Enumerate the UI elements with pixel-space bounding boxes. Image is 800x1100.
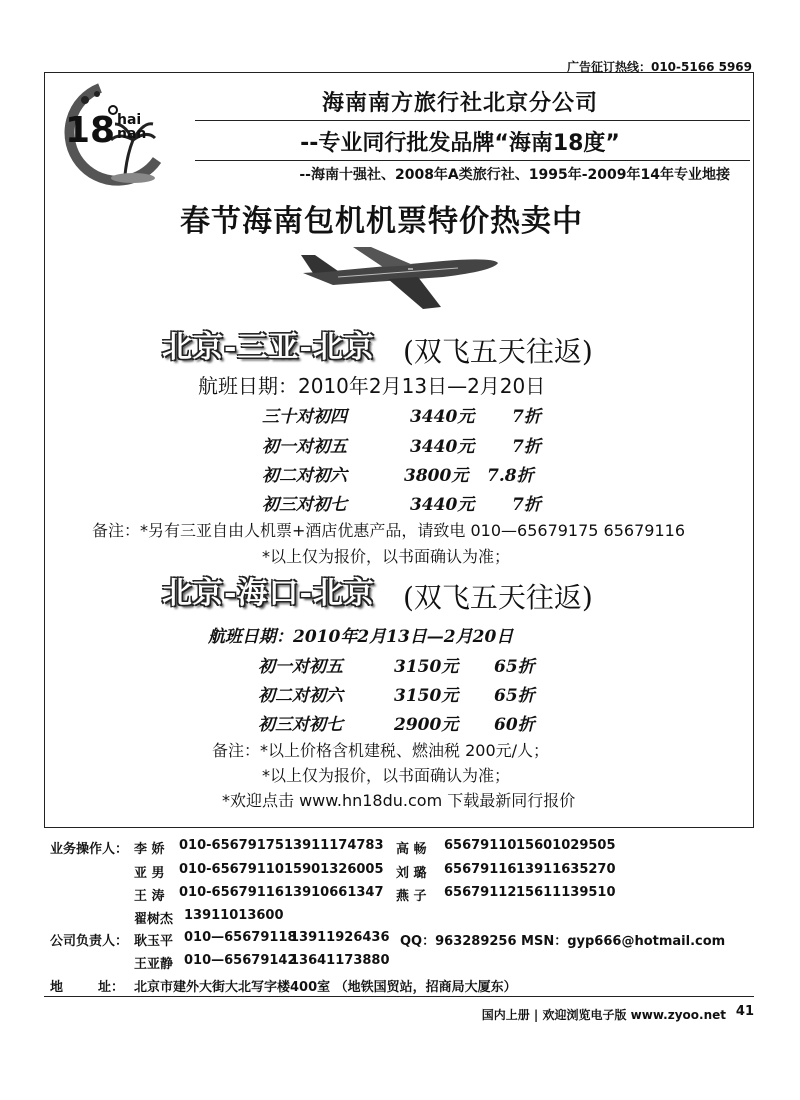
logo-text-1: hai bbox=[117, 112, 142, 128]
price-discount: 7折 bbox=[512, 437, 541, 457]
address: 北京市建外大街大北写字楼400室 （地铁国贸站，招商局大厦东） bbox=[134, 980, 517, 995]
contact-phone: 010-65679116 bbox=[179, 885, 284, 900]
contact-mobile: 13641173880 bbox=[290, 953, 390, 968]
contact-qq-msn: QQ：963289256 MSN：gyp666@hotmail.com bbox=[400, 934, 726, 949]
contact-phone: 010—65679142 bbox=[184, 953, 297, 968]
divider bbox=[195, 160, 750, 161]
flight-dates-sanya: 航班日期：2010年2月13日—2月20日 bbox=[198, 374, 546, 398]
price-value: 3800元 bbox=[404, 466, 469, 486]
contact-mobile: 13910661347 bbox=[284, 885, 384, 900]
price-days: 三十对初四 bbox=[262, 407, 347, 427]
contact-phone: 010-65679175 bbox=[179, 838, 284, 853]
price-value: 3150元 bbox=[394, 686, 459, 706]
contact-mobile: 15601029505 bbox=[516, 838, 616, 853]
page-number: 41 bbox=[735, 1004, 754, 1019]
note-sanya-2: *以上仅为报价，以书面确认为准； bbox=[262, 547, 511, 566]
contact-mobile: 15611139510 bbox=[516, 885, 616, 900]
price-value: 2900元 bbox=[394, 715, 459, 735]
contact-name: 高 畅 bbox=[396, 842, 427, 857]
price-value: 3440元 bbox=[410, 495, 475, 515]
contact-name: 王亚静 bbox=[134, 957, 174, 972]
price-days: 初三对初七 bbox=[262, 495, 347, 515]
price-days: 初二对初六 bbox=[262, 466, 347, 486]
contact-name: 燕 子 bbox=[396, 889, 427, 904]
contact-mobile: 13911635270 bbox=[516, 862, 616, 877]
managers-label: 公司负责人： bbox=[50, 934, 129, 949]
footer-text: 国内上册 | 欢迎浏览电子版 www.zyoo.net bbox=[481, 1008, 726, 1022]
price-value: 3440元 bbox=[410, 437, 475, 457]
price-discount: 7折 bbox=[512, 407, 541, 427]
flight-dates-haikou: 航班日期：2010年2月13日—2月20日 bbox=[208, 627, 514, 647]
credentials: --海南十强社、2008年A类旅行社、1995年-2009年14年专业地接 bbox=[299, 167, 730, 183]
contact-phone: 010—65679118 bbox=[184, 930, 297, 945]
price-days: 初三对初七 bbox=[258, 715, 343, 735]
note-haikou-2: *以上仅为报价，以书面确认为准； bbox=[262, 766, 511, 785]
contact-phone: 65679110 bbox=[444, 838, 517, 853]
palm-logo-icon bbox=[55, 80, 170, 190]
price-value: 3150元 bbox=[394, 657, 459, 677]
contact-phone: 65679112 bbox=[444, 885, 517, 900]
contact-mobile: 13911926436 bbox=[290, 930, 390, 945]
price-discount: 65折 bbox=[494, 657, 535, 677]
divider bbox=[195, 120, 750, 121]
note-haikou-1: 备注：*以上价格含机建税、燃油税 200元/人； bbox=[212, 741, 550, 760]
contact-mobile: 13911174783 bbox=[284, 838, 384, 853]
price-discount: 60折 bbox=[494, 715, 535, 735]
logo bbox=[55, 80, 170, 190]
ad-hotline: 广告征订热线：010-5166 5969 bbox=[566, 60, 752, 74]
address-label: 址： bbox=[98, 980, 125, 995]
route-sanya: 北京-三亚-北京 bbox=[162, 330, 375, 365]
logo-number: 18 bbox=[65, 110, 116, 151]
contact-name: 李 娇 bbox=[134, 842, 165, 857]
trip-type-sanya: (双飞五天往返) bbox=[403, 335, 593, 368]
headline: 春节海南包机机票特价热卖中 bbox=[180, 204, 583, 239]
contact-name: 刘 璐 bbox=[396, 866, 427, 881]
contact-name: 王 涛 bbox=[134, 889, 165, 904]
operators-label: 业务操作人： bbox=[50, 842, 129, 857]
address-label: 地 bbox=[50, 980, 64, 995]
contact-phone: 010-65679110 bbox=[179, 862, 284, 877]
note-sanya-1: 备注：*另有三亚自由人机票+酒店优惠产品，请致电 010—65679175 65679116 bbox=[92, 521, 685, 540]
contact-mobile: 13911013600 bbox=[184, 908, 284, 923]
price-days: 初一对初五 bbox=[262, 437, 347, 457]
price-discount: 65折 bbox=[494, 686, 535, 706]
price-discount: 7.8折 bbox=[487, 466, 534, 486]
brand-slogan: --专业同行批发品牌“海南18度” bbox=[300, 131, 620, 156]
contact-mobile: 15901326005 bbox=[284, 862, 384, 877]
price-days: 初一对初五 bbox=[258, 657, 343, 677]
price-discount: 7折 bbox=[512, 495, 541, 515]
trip-type-haikou: (双飞五天往返) bbox=[403, 581, 593, 614]
airplane-icon bbox=[293, 243, 503, 313]
contact-name: 耿玉平 bbox=[134, 934, 174, 949]
note-haikou-3: *欢迎点击 www.hn18du.com 下载最新同行报价 bbox=[222, 791, 576, 810]
logo-text-2: nan bbox=[117, 126, 147, 142]
contact-name: 翟树杰 bbox=[134, 912, 174, 927]
route-haikou: 北京-海口-北京 bbox=[162, 576, 375, 611]
contact-name: 亚 男 bbox=[134, 866, 165, 881]
price-days: 初二对初六 bbox=[258, 686, 343, 706]
divider bbox=[44, 996, 754, 997]
company-name: 海南南方旅行社北京分公司 bbox=[321, 91, 598, 116]
contact-phone: 65679116 bbox=[444, 862, 517, 877]
price-value: 3440元 bbox=[410, 407, 475, 427]
